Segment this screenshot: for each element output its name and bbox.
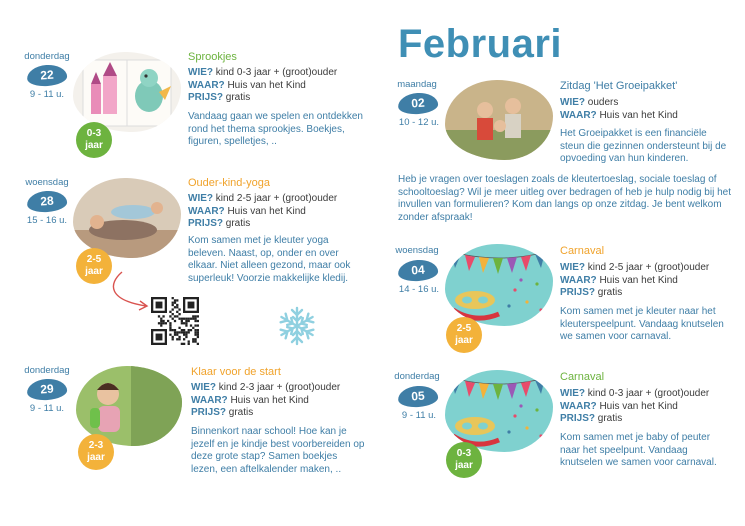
event-title: Carnaval (560, 371, 605, 383)
age-badge: 2-5 jaar (446, 317, 482, 353)
event-description: Kom samen met je kleuter naar het kleuterspeelpunt. Vandaag knutselen we samen voor carnaval. (560, 306, 724, 342)
event-photo-carnival (445, 370, 553, 452)
event-weekday: woensdag (25, 177, 69, 188)
event-weekday: donderdag (24, 51, 70, 62)
event-date: 29 (26, 378, 67, 402)
event-description: Kom samen met je baby of peuter naar het speelpunt. Vandaag knutselen we samen voor carnaval. (560, 432, 717, 468)
event-weekday: donderdag (24, 365, 70, 376)
event-info: WIE? kind 2-3 jaar + (groot)ouder WAAR? Huis van het Kind PRIJS? gratis (191, 382, 341, 418)
event-photo-yoga (73, 178, 181, 258)
event-weekday: maandag (397, 79, 437, 90)
event-description: Binnenkort naar school! Hoe kan je jezelf en je kindje best voorbereiden op deze grote stap? Samen boekjes lezen, een aftelkalender maken, .. (191, 426, 365, 475)
event-description: Vandaag gaan we spelen en ontdekken rond het thema sprookjes. Boekjes, figuren, spelletjes, .. (188, 111, 363, 147)
event-description: Het Groeipakket is een financiële steun die gezinnen ondersteunt bij de opvoeding van hun kinderen. (560, 128, 727, 164)
event-title: Sprookjes (188, 51, 237, 63)
age-badge: 2-5 jaar (76, 248, 112, 284)
event-info: WIE? ouders WAAR? Huis van het Kind (560, 97, 678, 121)
event-date: 05 (397, 385, 438, 409)
event-date: 04 (397, 259, 438, 283)
event-title: Carnaval (560, 245, 605, 257)
event-weekday: donderdag (394, 371, 440, 382)
event-photo-fairytale (73, 52, 181, 132)
arrow-icon (104, 270, 154, 318)
event-date: 22 (26, 64, 67, 88)
event-photo-carnival (445, 244, 553, 326)
age-badge: 0-3 jaar (446, 442, 482, 478)
event-time: 14 - 16 u. (398, 284, 440, 295)
event-date: 02 (397, 92, 438, 116)
event-photo-family (445, 80, 553, 160)
event-title: Zitdag 'Het Groeipakket' (560, 80, 678, 92)
event-time: 9 - 11 u. (29, 89, 65, 100)
event-info: WIE? kind 0-3 jaar + (groot)ouder WAAR? Huis van het Kind PRIJS? gratis (188, 67, 338, 103)
month-title: Februari (398, 22, 563, 66)
event-title: Klaar voor de start (191, 366, 281, 378)
event-time: 9 - 11 u. (401, 410, 437, 421)
event-time: 9 - 11 u. (29, 403, 65, 414)
event-info: WIE? kind 2-5 jaar + (groot)ouder WAAR? Huis van het Kind PRIJS? gratis (560, 262, 710, 298)
event-title: Ouder-kind-yoga (188, 177, 270, 189)
event-description: Kom samen met je kleuter yoga beleven. Naast, op, onder en over elkaar. Niet alleen gezond, maar ook superleuk! Voorzie makkelijke kledij. (188, 235, 351, 284)
age-badge: 2-3 jaar (78, 434, 114, 470)
qr-code-icon[interactable] (151, 297, 199, 345)
event-info: WIE? kind 0-3 jaar + (groot)ouder WAAR? Huis van het Kind PRIJS? gratis (560, 388, 710, 424)
event-time: 10 - 12 u. (398, 117, 440, 128)
event-description-extra: Heb je vragen over toeslagen zoals de kleutertoeslag, sociale toeslag of schooltoeslag? Wil je meer uitleg over bedragen of heb je hulp nodig bij het invullen van formulieren? Kom dan langs op onze zitdag. Je bent welkom zonder afspraak! (398, 174, 731, 223)
event-time: 15 - 16 u. (26, 215, 68, 226)
event-weekday: woensdag (395, 245, 439, 256)
age-badge: 0-3 jaar (76, 122, 112, 158)
event-date: 28 (26, 190, 67, 214)
snowflake-icon (276, 305, 318, 347)
event-info: WIE? kind 2-5 jaar + (groot)ouder WAAR? Huis van het Kind PRIJS? gratis (188, 193, 338, 229)
